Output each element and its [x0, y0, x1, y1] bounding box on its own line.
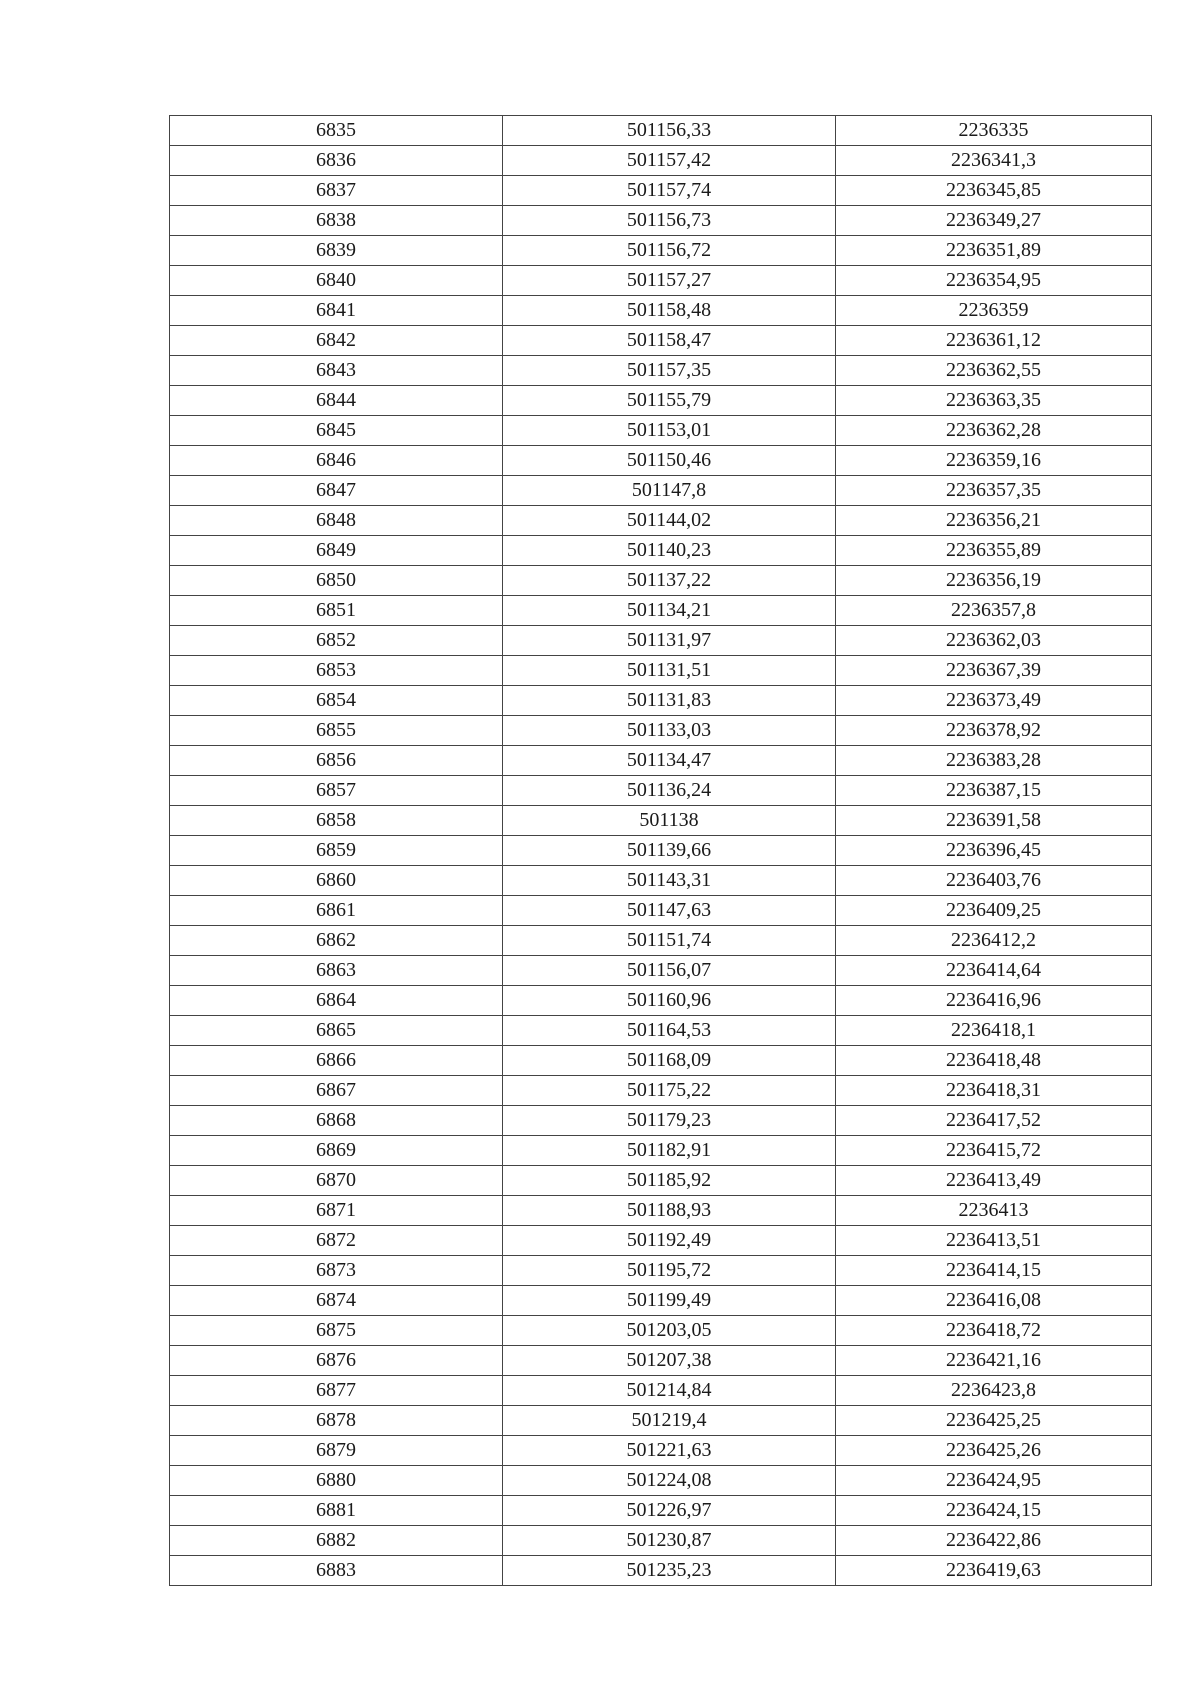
point-number-cell: 6851: [170, 596, 503, 626]
table-row: [170, 596, 1152, 626]
table-row: [170, 746, 1152, 776]
table-row: [170, 1226, 1152, 1256]
x-coordinate-cell: 501179,23: [503, 1106, 836, 1136]
point-number-cell: 6867: [170, 1076, 503, 1106]
x-coordinate-cell: 501147,8: [503, 476, 836, 506]
x-coordinate-cell: 501160,96: [503, 986, 836, 1016]
y-coordinate-cell: 2236416,96: [836, 986, 1152, 1016]
x-coordinate-cell: 501185,92: [503, 1166, 836, 1196]
point-number-cell: 6872: [170, 1226, 503, 1256]
point-number-cell: 6852: [170, 626, 503, 656]
point-number-cell: 6877: [170, 1376, 503, 1406]
table-row: [170, 1406, 1152, 1436]
table-row: [170, 896, 1152, 926]
point-number-cell: 6856: [170, 746, 503, 776]
x-coordinate-cell: 501164,53: [503, 1016, 836, 1046]
table-row: [170, 1316, 1152, 1346]
x-coordinate-cell: 501156,73: [503, 206, 836, 236]
point-number-cell: 6865: [170, 1016, 503, 1046]
table-row: [170, 1436, 1152, 1466]
coordinates-table: [169, 115, 1152, 1586]
table-row: [170, 1286, 1152, 1316]
y-coordinate-cell: 2236413,49: [836, 1166, 1152, 1196]
point-number-cell: 6857: [170, 776, 503, 806]
point-number-cell: 6882: [170, 1526, 503, 1556]
y-coordinate-cell: 2236341,3: [836, 146, 1152, 176]
y-coordinate-cell: 2236357,35: [836, 476, 1152, 506]
y-coordinate-cell: 2236361,12: [836, 326, 1152, 356]
point-number-cell: 6858: [170, 806, 503, 836]
y-coordinate-cell: 2236359: [836, 296, 1152, 326]
x-coordinate-cell: 501156,33: [503, 116, 836, 146]
y-coordinate-cell: 2236335: [836, 116, 1152, 146]
y-coordinate-cell: 2236391,58: [836, 806, 1152, 836]
table-row: [170, 1196, 1152, 1226]
coordinates-table-body: [170, 116, 1152, 1586]
table-row: [170, 1376, 1152, 1406]
x-coordinate-cell: 501188,93: [503, 1196, 836, 1226]
x-coordinate-cell: 501139,66: [503, 836, 836, 866]
x-coordinate-cell: 501214,84: [503, 1376, 836, 1406]
point-number-cell: 6853: [170, 656, 503, 686]
x-coordinate-cell: 501134,21: [503, 596, 836, 626]
point-number-cell: 6871: [170, 1196, 503, 1226]
x-coordinate-cell: 501153,01: [503, 416, 836, 446]
point-number-cell: 6875: [170, 1316, 503, 1346]
point-number-cell: 6862: [170, 926, 503, 956]
table-row: [170, 806, 1152, 836]
x-coordinate-cell: 501199,49: [503, 1286, 836, 1316]
y-coordinate-cell: 2236423,8: [836, 1376, 1152, 1406]
point-number-cell: 6839: [170, 236, 503, 266]
table-row: [170, 656, 1152, 686]
point-number-cell: 6835: [170, 116, 503, 146]
x-coordinate-cell: 501230,87: [503, 1526, 836, 1556]
x-coordinate-cell: 501195,72: [503, 1256, 836, 1286]
table-row: [170, 1466, 1152, 1496]
y-coordinate-cell: 2236345,85: [836, 176, 1152, 206]
point-number-cell: 6845: [170, 416, 503, 446]
x-coordinate-cell: 501207,38: [503, 1346, 836, 1376]
point-number-cell: 6854: [170, 686, 503, 716]
x-coordinate-cell: 501147,63: [503, 896, 836, 926]
x-coordinate-cell: 501175,22: [503, 1076, 836, 1106]
x-coordinate-cell: 501131,51: [503, 656, 836, 686]
y-coordinate-cell: 2236362,03: [836, 626, 1152, 656]
table-row: [170, 416, 1152, 446]
point-number-cell: 6848: [170, 506, 503, 536]
point-number-cell: 6840: [170, 266, 503, 296]
point-number-cell: 6868: [170, 1106, 503, 1136]
point-number-cell: 6859: [170, 836, 503, 866]
y-coordinate-cell: 2236425,26: [836, 1436, 1152, 1466]
y-coordinate-cell: 2236373,49: [836, 686, 1152, 716]
y-coordinate-cell: 2236349,27: [836, 206, 1152, 236]
x-coordinate-cell: 501219,4: [503, 1406, 836, 1436]
y-coordinate-cell: 2236355,89: [836, 536, 1152, 566]
point-number-cell: 6843: [170, 356, 503, 386]
table-row: [170, 1076, 1152, 1106]
table-row: [170, 1016, 1152, 1046]
x-coordinate-cell: 501131,83: [503, 686, 836, 716]
point-number-cell: 6836: [170, 146, 503, 176]
table-row: [170, 1256, 1152, 1286]
table-row: [170, 206, 1152, 236]
x-coordinate-cell: 501138: [503, 806, 836, 836]
y-coordinate-cell: 2236422,86: [836, 1526, 1152, 1556]
x-coordinate-cell: 501133,03: [503, 716, 836, 746]
point-number-cell: 6841: [170, 296, 503, 326]
point-number-cell: 6861: [170, 896, 503, 926]
y-coordinate-cell: 2236409,25: [836, 896, 1152, 926]
table-row: [170, 836, 1152, 866]
x-coordinate-cell: 501143,31: [503, 866, 836, 896]
x-coordinate-cell: 501224,08: [503, 1466, 836, 1496]
y-coordinate-cell: 2236363,35: [836, 386, 1152, 416]
x-coordinate-cell: 501168,09: [503, 1046, 836, 1076]
y-coordinate-cell: 2236387,15: [836, 776, 1152, 806]
x-coordinate-cell: 501157,35: [503, 356, 836, 386]
y-coordinate-cell: 2236396,45: [836, 836, 1152, 866]
x-coordinate-cell: 501221,63: [503, 1436, 836, 1466]
point-number-cell: 6863: [170, 956, 503, 986]
y-coordinate-cell: 2236351,89: [836, 236, 1152, 266]
x-coordinate-cell: 501157,27: [503, 266, 836, 296]
point-number-cell: 6860: [170, 866, 503, 896]
y-coordinate-cell: 2236383,28: [836, 746, 1152, 776]
point-number-cell: 6883: [170, 1556, 503, 1586]
table-row: [170, 566, 1152, 596]
x-coordinate-cell: 501134,47: [503, 746, 836, 776]
y-coordinate-cell: 2236424,15: [836, 1496, 1152, 1526]
point-number-cell: 6881: [170, 1496, 503, 1526]
table-row: [170, 116, 1152, 146]
y-coordinate-cell: 2236424,95: [836, 1466, 1152, 1496]
point-number-cell: 6846: [170, 446, 503, 476]
table-row: [170, 236, 1152, 266]
x-coordinate-cell: 501137,22: [503, 566, 836, 596]
point-number-cell: 6879: [170, 1436, 503, 1466]
y-coordinate-cell: 2236418,72: [836, 1316, 1152, 1346]
x-coordinate-cell: 501192,49: [503, 1226, 836, 1256]
point-number-cell: 6847: [170, 476, 503, 506]
x-coordinate-cell: 501151,74: [503, 926, 836, 956]
y-coordinate-cell: 2236413: [836, 1196, 1152, 1226]
table-row: [170, 1556, 1152, 1586]
y-coordinate-cell: 2236421,16: [836, 1346, 1152, 1376]
point-number-cell: 6864: [170, 986, 503, 1016]
table-row: [170, 176, 1152, 206]
table-row: [170, 866, 1152, 896]
table-row: [170, 1496, 1152, 1526]
point-number-cell: 6838: [170, 206, 503, 236]
x-coordinate-cell: 501155,79: [503, 386, 836, 416]
y-coordinate-cell: 2236418,31: [836, 1076, 1152, 1106]
y-coordinate-cell: 2236413,51: [836, 1226, 1152, 1256]
point-number-cell: 6855: [170, 716, 503, 746]
y-coordinate-cell: 2236354,95: [836, 266, 1152, 296]
y-coordinate-cell: 2236416,08: [836, 1286, 1152, 1316]
table-row: [170, 686, 1152, 716]
table-row: [170, 446, 1152, 476]
point-number-cell: 6876: [170, 1346, 503, 1376]
point-number-cell: 6849: [170, 536, 503, 566]
point-number-cell: 6869: [170, 1136, 503, 1166]
y-coordinate-cell: 2236356,19: [836, 566, 1152, 596]
y-coordinate-cell: 2236425,25: [836, 1406, 1152, 1436]
point-number-cell: 6837: [170, 176, 503, 206]
table-row: [170, 506, 1152, 536]
x-coordinate-cell: 501158,47: [503, 326, 836, 356]
table-row: [170, 356, 1152, 386]
x-coordinate-cell: 501156,07: [503, 956, 836, 986]
table-row: [170, 266, 1152, 296]
y-coordinate-cell: 2236414,64: [836, 956, 1152, 986]
y-coordinate-cell: 2236378,92: [836, 716, 1152, 746]
table-row: [170, 956, 1152, 986]
x-coordinate-cell: 501144,02: [503, 506, 836, 536]
y-coordinate-cell: 2236418,48: [836, 1046, 1152, 1076]
x-coordinate-cell: 501182,91: [503, 1136, 836, 1166]
x-coordinate-cell: 501203,05: [503, 1316, 836, 1346]
y-coordinate-cell: 2236414,15: [836, 1256, 1152, 1286]
point-number-cell: 6880: [170, 1466, 503, 1496]
table-row: [170, 926, 1152, 956]
y-coordinate-cell: 2236362,55: [836, 356, 1152, 386]
table-row: [170, 776, 1152, 806]
table-row: [170, 1526, 1152, 1556]
table-row: [170, 146, 1152, 176]
table-row: [170, 536, 1152, 566]
y-coordinate-cell: 2236419,63: [836, 1556, 1152, 1586]
y-coordinate-cell: 2236357,8: [836, 596, 1152, 626]
point-number-cell: 6878: [170, 1406, 503, 1436]
point-number-cell: 6874: [170, 1286, 503, 1316]
point-number-cell: 6873: [170, 1256, 503, 1286]
point-number-cell: 6850: [170, 566, 503, 596]
y-coordinate-cell: 2236362,28: [836, 416, 1152, 446]
y-coordinate-cell: 2236359,16: [836, 446, 1152, 476]
point-number-cell: 6844: [170, 386, 503, 416]
y-coordinate-cell: 2236415,72: [836, 1136, 1152, 1166]
y-coordinate-cell: 2236412,2: [836, 926, 1152, 956]
x-coordinate-cell: 501158,48: [503, 296, 836, 326]
table-row: [170, 476, 1152, 506]
x-coordinate-cell: 501157,42: [503, 146, 836, 176]
y-coordinate-cell: 2236417,52: [836, 1106, 1152, 1136]
table-row: [170, 1106, 1152, 1136]
x-coordinate-cell: 501157,74: [503, 176, 836, 206]
table-row: [170, 716, 1152, 746]
x-coordinate-cell: 501226,97: [503, 1496, 836, 1526]
y-coordinate-cell: 2236403,76: [836, 866, 1152, 896]
y-coordinate-cell: 2236367,39: [836, 656, 1152, 686]
table-row: [170, 296, 1152, 326]
table-row: [170, 986, 1152, 1016]
x-coordinate-cell: 501136,24: [503, 776, 836, 806]
x-coordinate-cell: 501131,97: [503, 626, 836, 656]
y-coordinate-cell: 2236356,21: [836, 506, 1152, 536]
x-coordinate-cell: 501156,72: [503, 236, 836, 266]
x-coordinate-cell: 501235,23: [503, 1556, 836, 1586]
table-row: [170, 1046, 1152, 1076]
table-row: [170, 1346, 1152, 1376]
table-row: [170, 626, 1152, 656]
table-row: [170, 326, 1152, 356]
y-coordinate-cell: 2236418,1: [836, 1016, 1152, 1046]
table-row: [170, 1136, 1152, 1166]
table-row: [170, 1166, 1152, 1196]
x-coordinate-cell: 501140,23: [503, 536, 836, 566]
x-coordinate-cell: 501150,46: [503, 446, 836, 476]
point-number-cell: 6870: [170, 1166, 503, 1196]
table-row: [170, 386, 1152, 416]
point-number-cell: 6842: [170, 326, 503, 356]
point-number-cell: 6866: [170, 1046, 503, 1076]
